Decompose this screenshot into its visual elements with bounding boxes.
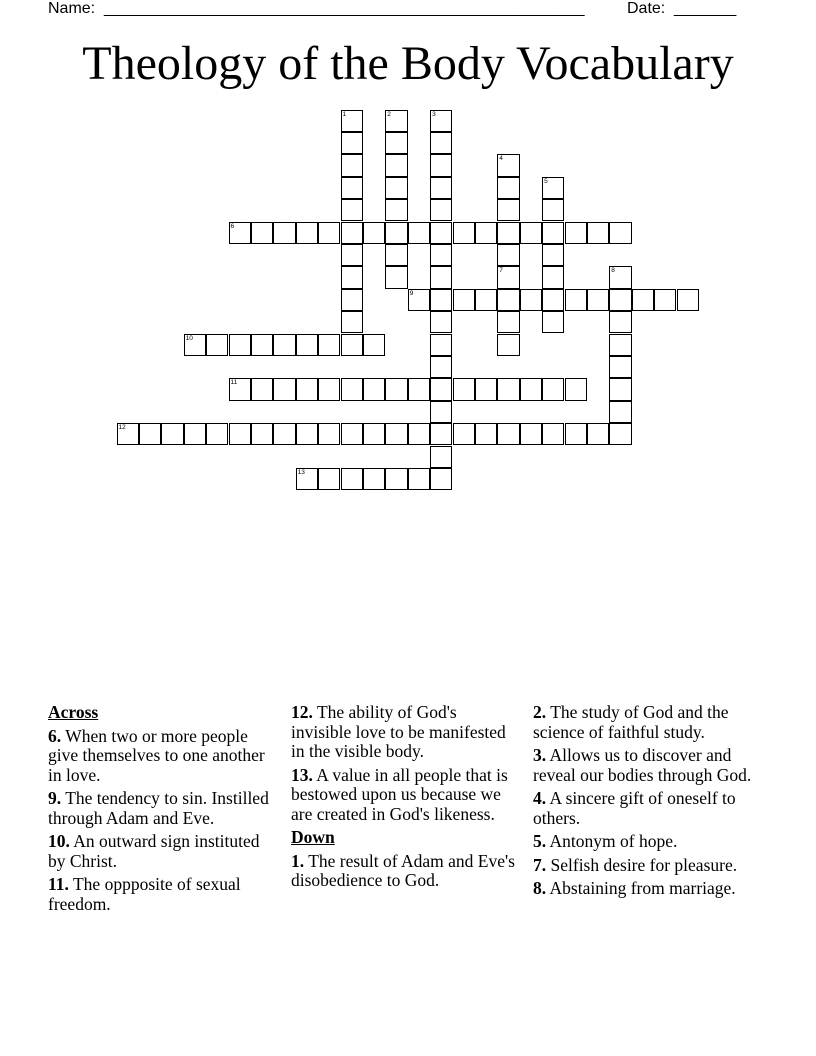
clue-text: Selfish desire for pleasure. [550,854,738,875]
crossword-cell[interactable] [385,222,407,244]
crossword-cell[interactable] [430,423,452,445]
crossword-cell[interactable] [341,154,363,176]
crossword-cell[interactable] [609,222,631,244]
crossword-cell[interactable] [497,311,519,333]
crossword-cell[interactable] [475,378,497,400]
clue-down-8 [533,879,761,899]
crossword-cell[interactable] [296,423,318,445]
clue-text: The ability of God's invisible love to be manifested in the visible body. [291,702,506,761]
crossword-cell[interactable] [453,289,475,311]
clue-number: 10. [48,831,70,851]
clue-number-label: 10 [185,334,193,342]
crossword-cell[interactable] [497,222,519,244]
crossword-cell[interactable] [273,222,295,244]
page-title: Theology of the Body Vocabulary [82,37,734,90]
clue-number-label: 11 [230,379,238,387]
clue-number: 6. [48,725,62,746]
clue-across-9 [48,789,276,828]
crossword-cell[interactable] [542,222,564,244]
crossword-cell[interactable] [542,289,564,311]
crossword-cell[interactable] [430,311,452,333]
crossword-cell[interactable] [430,334,452,356]
clue-number: 4. [533,788,547,808]
crossword-cell[interactable] [609,311,631,333]
crossword-cell[interactable] [453,378,475,400]
crossword-cell[interactable] [341,199,363,221]
crossword-cell[interactable] [609,289,631,311]
crossword-cell[interactable] [341,468,363,490]
crossword-cell[interactable] [385,423,407,445]
crossword-cell[interactable] [542,311,564,333]
crossword-cell[interactable] [542,266,564,288]
clue-down-2 [533,703,761,742]
clue-number: 1. [291,850,305,871]
clue-number: 3. [533,745,547,765]
crossword-cell[interactable] [408,289,430,311]
crossword-cell[interactable] [497,423,519,445]
crossword-cell[interactable] [117,423,139,445]
clue-number-label: 3 [432,110,436,118]
crossword-cell[interactable] [497,334,519,356]
crossword-cell[interactable] [318,222,340,244]
clue-across-6 [48,727,276,786]
crossword-cell[interactable] [430,199,452,221]
crossword-cell[interactable] [565,289,587,311]
crossword-cell[interactable] [677,289,699,311]
across-heading: Across [48,702,99,722]
crossword-cell[interactable] [251,378,273,400]
crossword-cell[interactable] [161,423,183,445]
crossword-cell[interactable] [251,334,273,356]
crossword-cell[interactable] [341,177,363,199]
clue-number-label: 2 [387,110,391,118]
clue-across-12 [291,703,519,762]
crossword-cell[interactable] [542,244,564,266]
crossword-cell[interactable] [430,177,452,199]
clue-text: Antonym of hope. [549,831,678,851]
crossword-cell[interactable] [184,423,206,445]
clue-number-label: 8 [611,267,615,275]
crossword-cell[interactable] [341,132,363,154]
crossword-cell[interactable] [609,356,631,378]
clue-number: 2. [533,702,547,722]
clue-text: The oppposite of sexual freedom. [48,874,241,914]
crossword-cell[interactable] [542,423,564,445]
crossword-cell[interactable] [408,423,430,445]
crossword-cell[interactable] [408,222,430,244]
crossword-cell[interactable] [318,334,340,356]
clue-number-label: 7 [499,267,503,275]
clue-text: The result of Adam and Eve's disobedience to God. [291,850,515,890]
clue-number-label: 1 [342,110,347,118]
clue-text: A sincere gift of oneself to others. [533,788,736,828]
clue-text: A value in all people that is bestowed upon us because we are created in God's likeness. [291,764,508,824]
clue-number: 9. [48,788,62,808]
clue-number-label: 12 [118,424,126,432]
crossword-cell[interactable] [385,154,407,176]
clue-across-10 [48,832,276,871]
clue-number: 7. [533,854,547,875]
crossword-cell[interactable] [430,468,452,490]
crossword-cell[interactable] [632,289,654,311]
crossword-cell[interactable] [296,222,318,244]
clue-column-2 [291,703,519,895]
crossword-cell[interactable] [139,423,161,445]
crossword-cell[interactable] [385,132,407,154]
crossword-cell[interactable] [184,334,206,356]
crossword-cell[interactable] [341,222,363,244]
crossword-cell[interactable] [497,177,519,199]
crossword-cell[interactable] [430,356,452,378]
crossword-cell[interactable] [520,378,542,400]
crossword-cell[interactable] [430,222,452,244]
crossword-cell[interactable] [385,468,407,490]
crossword-cell[interactable] [497,289,519,311]
crossword-cell[interactable] [229,423,251,445]
crossword-cell[interactable] [542,378,564,400]
date-blank[interactable]: _______ [674,0,737,17]
crossword-cell[interactable] [520,222,542,244]
crossword-cell[interactable] [430,154,452,176]
crossword-cell[interactable] [497,154,519,176]
date-label: Date: [627,0,666,17]
crossword-cell[interactable] [520,289,542,311]
crossword-cell[interactable] [497,199,519,221]
crossword-cell[interactable] [385,266,407,288]
crossword-cell[interactable] [408,378,430,400]
crossword-cell[interactable] [341,244,363,266]
clue-number: 8. [533,878,547,898]
crossword-cell[interactable] [430,446,452,468]
crossword-cell[interactable] [296,378,318,400]
crossword-cell[interactable] [609,423,631,445]
clue-number: 12. [291,702,313,722]
clue-column-3 [533,703,761,903]
crossword-cell[interactable] [296,468,318,490]
crossword-cell[interactable] [318,378,340,400]
clue-down-1 [291,852,519,891]
crossword-cell[interactable] [609,401,631,423]
clue-number-label: 5 [544,177,548,185]
clue-down-3 [533,746,761,785]
crossword-cell[interactable] [385,244,407,266]
crossword-cell[interactable] [609,266,631,288]
clue-column-1 [48,703,276,918]
down-heading: Down [291,827,335,847]
crossword-cell[interactable] [296,334,318,356]
crossword-cell[interactable] [565,378,587,400]
crossword-cell[interactable] [273,378,295,400]
crossword-cell[interactable] [475,289,497,311]
crossword-cell[interactable] [341,423,363,445]
crossword-cell[interactable] [408,468,430,490]
clue-down-7 [533,856,761,876]
clue-across-13 [291,766,519,825]
crossword-cell[interactable] [341,266,363,288]
clue-text: Abstaining from marriage. [549,878,736,898]
clue-number-label: 9 [409,289,414,297]
name-blank[interactable]: ______________________________________________________ [104,0,585,17]
crossword-cell[interactable] [430,266,452,288]
crossword-cell[interactable] [341,334,363,356]
crossword-cell[interactable] [654,289,676,311]
clue-down-4 [533,789,761,828]
crossword-cell[interactable] [363,222,385,244]
crossword-cell[interactable] [609,378,631,400]
crossword-cell[interactable] [363,468,385,490]
crossword-cell[interactable] [542,177,564,199]
crossword-cell[interactable] [587,423,609,445]
crossword-cell[interactable] [542,199,564,221]
crossword-cell[interactable] [273,334,295,356]
crossword-cell[interactable] [430,132,452,154]
crossword-cell[interactable] [363,423,385,445]
crossword-cell[interactable] [520,423,542,445]
clue-number: 13. [291,764,313,785]
crossword-cell[interactable] [453,222,475,244]
crossword-cell[interactable] [430,244,452,266]
clue-down-5 [533,832,761,852]
crossword-cell[interactable] [363,334,385,356]
crossword-cell[interactable] [385,199,407,221]
crossword-cell[interactable] [229,378,251,400]
clue-text: Allows us to discover and reveal our bodies through God. [533,745,752,785]
crossword-cell[interactable] [587,289,609,311]
name-label: Name: [48,0,96,17]
crossword-cell[interactable] [430,401,452,423]
crossword-cell[interactable] [318,423,340,445]
crossword-cell[interactable] [497,244,519,266]
crossword-cell[interactable] [430,378,452,400]
crossword-cell[interactable] [251,423,273,445]
crossword-cell[interactable] [363,378,385,400]
crossword-cell[interactable] [229,222,251,244]
crossword-cell[interactable] [385,110,407,132]
crossword-cell[interactable] [475,222,497,244]
clue-number-label: 4 [499,155,503,163]
crossword-cell[interactable] [565,222,587,244]
clue-number-label: 13 [297,468,305,476]
clue-text: The study of God and the science of faithful study. [533,702,729,742]
crossword-cell[interactable] [430,110,452,132]
crossword-cell[interactable] [453,423,475,445]
crossword-cell[interactable] [385,378,407,400]
clue-text: The tendency to sin. Instilled through Adam and Eve. [48,788,269,828]
crossword-cell[interactable] [609,334,631,356]
crossword-cell[interactable] [497,378,519,400]
crossword-cell[interactable] [385,177,407,199]
crossword-cell[interactable] [273,423,295,445]
crossword-cell[interactable] [341,289,363,311]
crossword-cell[interactable] [430,289,452,311]
crossword-cell[interactable] [341,110,363,132]
crossword-cell[interactable] [497,266,519,288]
crossword-cell[interactable] [341,378,363,400]
clue-number: 5. [533,831,547,851]
crossword-cell[interactable] [251,222,273,244]
clue-number: 11. [48,874,69,894]
crossword-cell[interactable] [318,468,340,490]
crossword-cell[interactable] [475,423,497,445]
crossword-cell[interactable] [206,423,228,445]
crossword-cell[interactable] [206,334,228,356]
crossword-cell[interactable] [229,334,251,356]
crossword-cell[interactable] [565,423,587,445]
crossword-cell[interactable] [341,311,363,333]
crossword-cell[interactable] [587,222,609,244]
clue-text: When two or more people give themselves to one another in love. [48,725,265,785]
clue-across-11 [48,875,276,914]
clue-text: An outward sign instituted by Christ. [48,831,260,871]
clue-number-label: 6 [230,222,235,230]
